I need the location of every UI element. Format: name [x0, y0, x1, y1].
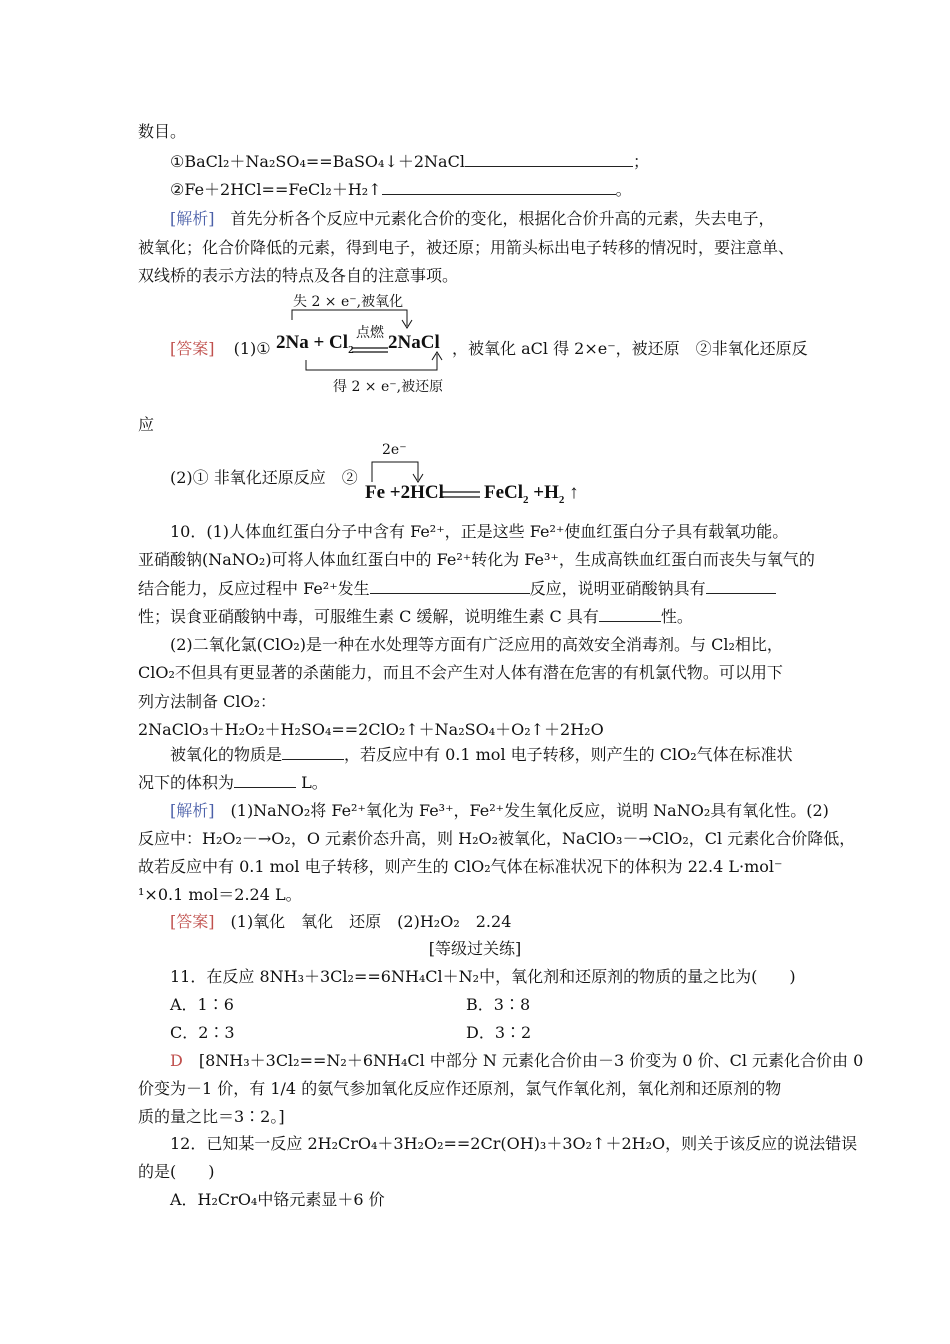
answer-letter: D — [170, 1051, 183, 1070]
answer-blank[interactable] — [465, 151, 633, 167]
answer-tag: [答案] — [170, 339, 215, 358]
q10-line9: 被氧化的物质是 ，若反应中有 0.1 mol 电子转移，则产生的 ClO₂气体在标准状 — [170, 745, 793, 764]
analysis-9-line3: 双线桥的表示方法的特点及各自的注意事项。 — [138, 266, 459, 285]
q11-option-b[interactable]: B．3∶8 — [466, 995, 531, 1014]
answer-blank[interactable] — [234, 772, 296, 788]
oxidation-bridge — [292, 310, 407, 326]
analysis-tag: [解析] — [170, 209, 215, 228]
q11-option-c[interactable]: C．2∶3 — [170, 1023, 235, 1042]
analysis-10-line2: 反应中：H₂O₂－→O₂，O 元素价态升高，则 H₂O₂被氧化，NaClO₃－→ClO₂，Cl 元素化合价降低， — [138, 829, 856, 848]
q11-explanation-line1: D [8NH₃＋3Cl₂==N₂＋6NH₄Cl 中部分 N 元素化合价由－3 价变为 0 价、Cl 元素化合价由 0 — [170, 1051, 864, 1070]
item-2: ②Fe＋2HCl==FeCl₂＋H₂↑ 。 — [170, 180, 632, 199]
intro-tail: 数目。 — [138, 122, 187, 141]
electron-label: 2e⁻ — [382, 442, 407, 458]
analysis-10-line1: [解析] (1)NaNO₂将 Fe²⁺氧化为 Fe³⁺，Fe²⁺发生氧化反应，说明 NaNO₂具有氧化性。(2) — [170, 801, 829, 820]
single-bridge — [372, 462, 418, 482]
equation2-left: Fe +2HCl — [365, 482, 444, 503]
q11-explanation-line3: 质的量之比＝3∶2。] — [138, 1107, 285, 1126]
equation-right: 2NaCl — [388, 332, 440, 353]
analysis-9-line1: [解析] 首先分析各个反应中元素化合价的变化，根据化合价升高的元素，失去电子， — [170, 209, 775, 228]
item-1: ①BaCl₂＋Na₂SO₄==BaSO₄↓＋2NaCl ； — [170, 152, 649, 171]
q11-stem: 11．在反应 8NH₃＋3Cl₂==6NH₄Cl＋N₂中，氧化剂和还原剂的物质的量之比为( ) — [170, 967, 796, 986]
analysis-10-line4: ¹×0.1 mol＝2.24 L。 — [138, 885, 302, 904]
q10-line6: ClO₂不但具有更显著的杀菌能力，而且不会产生对人体有潜在危害的有机氯代物。可以用下 — [138, 663, 783, 682]
q11-explanation-line2: 价变为－1 价，有 1/4 的氨气参加氧化反应作还原剂，氯气作氧化剂，氧化剂和还原剂的物 — [138, 1079, 782, 1098]
q10-line5: (2)二氧化氯(ClO₂)是一种在水处理等方面有广泛应用的高效安全消毒剂。与 Cl₂相比， — [170, 635, 783, 654]
q10-line2: 亚硝酸钠(NaNO₂)可将人体血红蛋白中的 Fe²⁺转化为 Fe³⁺，生成高铁血红蛋白而丧失与氧气的 — [138, 550, 815, 569]
answer-9-line1: [答案] (1)① — [170, 339, 271, 358]
answer-blank[interactable] — [599, 606, 661, 622]
section-heading: [等级过关练] — [428, 939, 522, 958]
answer-blank[interactable] — [282, 744, 344, 760]
equation2-right: FeCl$_2$ $+H_2$ ↑ — [484, 482, 579, 506]
q12-stem-line1: 12．已知某一反应 2H₂CrO₄＋3H₂O₂==2Cr(OH)₃＋3O₂↑＋2H₂O，则关于该反应的说法错误 — [170, 1134, 858, 1153]
q11-option-a[interactable]: A．1∶6 — [170, 995, 234, 1014]
analysis-tag: [解析] — [170, 801, 215, 820]
analysis-9-line2: 被氧化；化合价降低的元素，得到电子，被还原；用箭头标出电子转移的情况时，要注意单、 — [138, 238, 795, 257]
answer-tag: [答案] — [170, 912, 215, 931]
answer-9-after: ，被氧化 aCl 得 2×e⁻，被还原 ②非氧化还原反 — [452, 339, 808, 358]
q12-stem-line2: 的是( ) — [138, 1162, 215, 1181]
answer-blank[interactable] — [382, 179, 616, 195]
answer-10: [答案] (1)氧化 氧化 还原 (2)H₂O₂ 2.24 — [170, 912, 512, 931]
analysis-10-line3: 故若反应中有 0.1 mol 电子转移，则产生的 ClO₂气体在标准状况下的体积为 22.4 L·mol⁻ — [138, 857, 783, 876]
q12-option-a[interactable]: A．H₂CrO₄中铬元素显＋6 价 — [170, 1190, 385, 1209]
answer-blank[interactable] — [706, 578, 776, 594]
q10-line4: 性；误食亚硝酸钠中毒，可服维生素 C 缓解，说明维生素 C 具有 性。 — [138, 607, 693, 626]
q10-line3: 结合能力，反应过程中 Fe²⁺发生 反应，说明亚硝酸钠具有 — [138, 578, 776, 600]
equation2-equals — [440, 488, 484, 502]
q11-option-d[interactable]: D．3∶2 — [466, 1023, 532, 1042]
answer-9-part2: (2)① 非氧化还原反应 ② — [170, 468, 358, 487]
equation-left: $2Na + Cl_2$ — [276, 332, 354, 356]
reduction-bridge — [306, 354, 437, 370]
reduction-label: 得 2 × e⁻,被还原 — [333, 379, 444, 395]
q10-line10: 况下的体积为 L。 — [138, 773, 328, 792]
q10-line7: 列方法制备 ClO₂： — [138, 692, 276, 711]
answer-blank[interactable] — [370, 578, 530, 594]
q10-line1: 10．(1)人体血红蛋白分子中含有 Fe²⁺，正是这些 Fe²⁺使血红蛋白分子具有载氧功能。 — [170, 522, 789, 541]
q10-equation: 2NaClO₃＋H₂O₂＋H₂SO₄==2ClO₂↑＋Na₂SO₄＋O₂↑＋2H₂O — [138, 720, 604, 739]
reaction-condition: 点燃 — [356, 325, 384, 341]
oxidation-label: 失 2 × e⁻,被氧化 — [293, 294, 404, 310]
answer-9-cont: 应 — [138, 415, 155, 434]
